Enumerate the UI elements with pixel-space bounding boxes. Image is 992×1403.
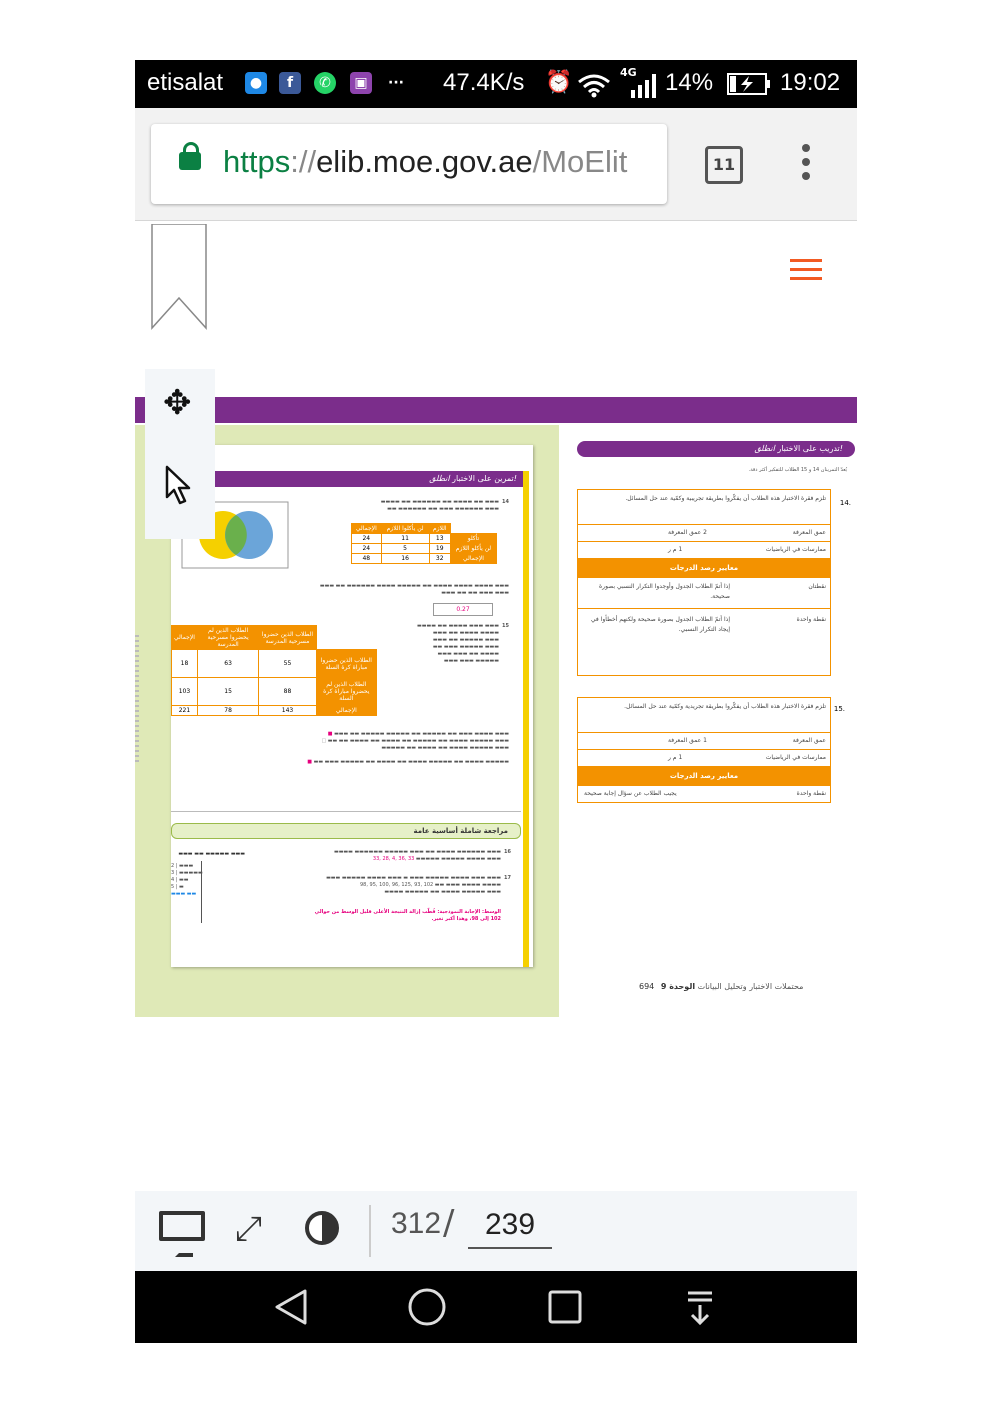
network-speed: 47.4K/s: [443, 69, 525, 96]
page-header-bar: [215, 397, 857, 423]
table-cell: 24: [352, 534, 382, 544]
q17-label: 17: [504, 875, 511, 881]
q16-label: 16: [504, 849, 511, 855]
recents-icon[interactable]: [547, 1287, 583, 1327]
hide-keyboard-icon[interactable]: [685, 1287, 715, 1327]
fullscreen-icon[interactable]: ⤢: [235, 1209, 263, 1249]
lunch-col-not: لن يأكلوا اللازم: [381, 524, 429, 534]
table-cell: 143: [259, 706, 316, 716]
page-separator: /: [443, 1203, 455, 1243]
tool-palette: [145, 369, 215, 539]
back-icon[interactable]: [273, 1287, 309, 1327]
q14-rubric-row-1: نقطتان إذا أتمّ الطلاب الجدول وأوجدوا التكرار النسبي بصورة صحيحة.: [578, 577, 830, 608]
table-cell: 55: [259, 650, 316, 678]
table-cell: 221: [172, 706, 198, 716]
table-row-header: الإجمالي: [316, 706, 376, 716]
yellow-edge: [523, 471, 529, 967]
q14-practice-row: ممارسات في الرياضيات 1 م ر: [578, 541, 830, 558]
table-cell: 13: [429, 534, 450, 544]
right-lesson-title: تدريب على الاختبار: [777, 444, 840, 453]
alarm-icon: ⏰: [545, 70, 573, 95]
q14-right-label: 14.: [839, 499, 851, 507]
table-cell: 5: [381, 544, 429, 554]
table-cell: 24: [352, 544, 382, 554]
url-scheme: https: [223, 144, 291, 179]
table-cell: 88: [259, 678, 316, 706]
table-cell: 48: [352, 554, 382, 564]
table-cell: 16: [381, 554, 429, 564]
stem-leaf-plot: ▬▬▬ ▬▬▬▬▬ ▬▬ ▬▬▬ 2 | ▬▬▬ 3 | ▬▬▬▬▬ 4 | ▬▬ 5 | ▬ ▬▬▬ ▬▬: [171, 851, 245, 931]
q14-text: ▬▬▬ ▬▬ ▬▬▬▬ ▬▬ ▬▬▬▬▬▬ ▬▬ ▬▬▬▬ ▬▬▬ ▬▬▬▬▬▬ ▬▬▬ ▬▬ ▬▬▬▬▬▬ ▬▬: [380, 499, 499, 512]
table-cell: 18: [172, 650, 198, 678]
q15-dok-row: عمق المعرفة 1 عمق المعرفة: [578, 732, 830, 749]
home-icon[interactable]: [407, 1287, 447, 1327]
pointer-cursor-icon[interactable]: [165, 465, 191, 505]
right-intro: يُعدّ التمرينان 14 و 15 الطلاب للتفكير أكثر دقة.: [748, 467, 847, 473]
menu-hamburger-icon[interactable]: [790, 259, 822, 281]
table-cell: 63: [197, 650, 258, 678]
q14-desc: تلزم فقرة الاختبار هذه الطلاب أن يفكّروا بطريقة تجريبية وكمّية عند حل المسائل.: [625, 495, 826, 502]
table-row-header: تأكلو: [450, 534, 496, 544]
page-number-input[interactable]: [468, 1203, 552, 1249]
events-col-not-play: الطلاب الذين لم يحضروا مسرحية المدرسة: [197, 626, 258, 650]
footer-unit: الوحدة 9: [660, 982, 696, 991]
url-host: elib.moe.gov.ae: [316, 144, 533, 179]
q15-text: ▬▬▬ ▬▬▬ ▬▬▬▬ ▬▬ ▬▬▬▬ ▬▬▬▬ ▬▬▬▬ ▬▬ ▬▬▬ ▬▬▬ ▬▬▬▬▬ ▬▬ ▬▬▬ ▬▬▬ ▬▬▬▬▬ ▬▬▬ ▬▬ ▬▬▬▬ ▬▬ ▬▬▬ ▬▬▬ ▬▬▬▬▬ ▬▬▬ ▬▬▬: [417, 623, 499, 664]
battery-charging-icon: [727, 73, 771, 95]
q14-followup: ▬▬▬ ▬▬▬▬ ▬▬▬▬ ▬▬▬▬ ▬▬ ▬▬▬▬▬ ▬▬▬▬ ▬▬▬▬▬▬ ▬▬ ▬▬▬ ▬▬▬ ▬▬▬ ▬▬ ▬▬ ▬▬▬: [319, 583, 509, 596]
events-col-play: الطلاب الذين حضروا مسرحية المدرسة: [259, 626, 316, 650]
review-header: مراجعة شاملة أساسية عامة: [171, 823, 521, 839]
display-mode-icon[interactable]: [159, 1211, 205, 1241]
tab-switcher-button[interactable]: 11: [705, 146, 743, 184]
whatsapp-icon: ✆: [314, 72, 336, 94]
network-type: 4G: [620, 66, 637, 79]
carrier-name: etisalat: [147, 69, 224, 96]
footer-page-number: 694: [639, 982, 655, 991]
events-col-total: الإجمالي: [172, 626, 198, 650]
lunch-col-total: الإجمالي: [352, 524, 382, 534]
q15-rubric-header: معايير رصد الدرجات: [578, 766, 830, 785]
q15-right-label: 15.: [833, 705, 845, 713]
lunch-table: [351, 523, 497, 564]
answer-box: 0.27: [433, 603, 493, 616]
signal-icon: [631, 74, 661, 98]
android-nav-bar: [135, 1271, 857, 1343]
q17-text: ▬▬▬ ▬▬▬ ▬▬▬▬ ▬▬▬▬▬ ▬▬▬ ▬ ▬▬▬ ▬▬▬▬ ▬▬▬▬▬ ▬▬▬ ▬▬▬▬ ▬▬▬▬ ▬▬▬ ▬▬ 102 ,93 ,125 ,96 ,100 ,95 ,98 ▬▬▬ ▬▬▬▬▬ ▬▬▬▬ ▬▬ ▬▬▬▬▬ ▬▬▬▬: [326, 875, 501, 895]
table-cell: 78: [197, 706, 258, 716]
url-text[interactable]: [223, 144, 627, 180]
table-row-header: الطلاب الذين حضروا مباراة كرة السلة: [316, 650, 376, 678]
wifi-icon: [577, 72, 611, 98]
q14-box: [577, 489, 831, 676]
q16-text: ▬▬▬ ▬▬▬▬▬▬ ▬▬▬▬ ▬▬ ▬▬▬ ▬▬▬▬▬ ▬▬▬▬▬▬ ▬▬▬▬ ▬▬▬ ▬▬▬▬ ▬▬▬▬▬ ▬▬▬▬▬ 33 ,36 ,4 ,28 ,33: [333, 849, 501, 862]
toolbar-divider: [369, 1205, 371, 1257]
battery-percent: 14%: [665, 69, 714, 96]
q15-bottom-rule: [171, 811, 521, 812]
current-page: 312: [391, 1207, 442, 1240]
table-row-header: الإجمالي: [450, 554, 496, 564]
address-bar[interactable]: [151, 124, 667, 204]
q15-options: ▬▬▬ ▬▬▬▬ ▬▬▬ ▬▬ ▬▬▬▬▬ ▬▬ ▬▬▬▬▬ ▬▬▬▬▬ ▬▬ ▬▬▬ ■ ▬▬▬ ▬▬▬▬▬ ▬▬▬▬ ▬▬ ▬▬▬▬▬ ▬▬ ▬▬▬▬ ▬▬ ▬▬▬▬ ▬▬ ▬▬ □ ▬▬▬ ▬▬▬▬▬ ▬▬▬▬ ▬▬ ▬▬▬▬ ▬▬ ▬▬▬▬▬ ▬▬▬▬▬ ▬▬▬▬ ▬▬ ▬▬▬▬▬ ▬▬▬▬ ▬▬ ▬▬▬▬ ▬▬ ▬▬▬▬▬ ▬▬▬ ▬▬ ■: [307, 731, 509, 765]
table-cell: 32: [429, 554, 450, 564]
clock: 19:02: [780, 69, 841, 96]
left-lesson-header: [215, 471, 525, 487]
right-page: [571, 441, 857, 1041]
table-row-header: لن يأكلو اللازم: [450, 544, 496, 554]
q15-rubric-row-1: نقطة واحدة يجيب الطلاب عن سؤال إجابة صحيحة: [578, 785, 830, 802]
q14-rubric-row-2: نقطة واحدة إذا أتمّ الطلاب الجدول بصورة صحيحة ولكنهم أخطأوا في إيجاد التكرار النسبي.: [578, 608, 830, 675]
table-cell: 15: [197, 678, 258, 706]
right-brand: انطلق!: [754, 444, 843, 453]
q15-label: 15: [502, 623, 509, 629]
book-viewer: [135, 221, 857, 1191]
page-footer: [631, 982, 803, 991]
phone-screen: [135, 60, 857, 1343]
table-row-header: الطلاب الذين لم يحضروا مباراة كرة السلة: [316, 678, 376, 706]
table-cell: 19: [429, 544, 450, 554]
page-header-bar-left: [135, 397, 145, 423]
table-cell: 11: [381, 534, 429, 544]
messenger-icon: ●: [245, 72, 267, 94]
left-lesson-title: تمرين على الاختبار: [452, 474, 514, 483]
q14-label: 14: [502, 499, 509, 505]
footer-title: محتملات الاختبار وتحليل البيانات: [697, 982, 804, 991]
q15-practice-row: ممارسات في الرياضيات 1 م ر: [578, 749, 830, 766]
left-brand: انطلق!: [429, 474, 517, 483]
browser-toolbar: [135, 108, 857, 221]
url-separator: ://: [290, 144, 317, 179]
q15-desc: تلزم فقرة الاختبار هذه الطلاب أن يفكّروا بطريقة تجريدية وكمّية عند حل المسائل.: [624, 703, 826, 710]
more-notifications-icon: ···: [388, 75, 404, 91]
table-cell: 103: [172, 678, 198, 706]
gallery-icon: ▣: [350, 72, 372, 94]
q17-answer: الوسط: الإجابة النموذجية: قُطّب إزالة النتيجة الأعلى قليل الوسط من حوالي 102 إلى 98، وهذا أكبر تغير.: [314, 909, 501, 922]
q14-rubric-header: معايير رصد الدرجات: [578, 558, 830, 577]
lunch-col-yes: اللازم: [429, 524, 450, 534]
move-icon[interactable]: ✥: [163, 383, 192, 423]
url-path: /MoElit: [532, 144, 628, 179]
status-bar: [135, 60, 857, 108]
q14-dok-row: عمق المعرفة 2 عمق المعرفة: [578, 524, 830, 541]
viewer-toolbar: [135, 1191, 857, 1271]
secure-lock-icon: [179, 152, 201, 170]
events-table: [171, 625, 377, 716]
q15-box: [577, 697, 831, 803]
facebook-icon: f: [279, 72, 301, 94]
bookmark-icon[interactable]: [150, 224, 208, 330]
browser-menu-button[interactable]: [799, 144, 813, 184]
right-lesson-header: [577, 441, 855, 457]
contrast-icon[interactable]: [305, 1211, 339, 1245]
margin-strip: [135, 635, 139, 765]
